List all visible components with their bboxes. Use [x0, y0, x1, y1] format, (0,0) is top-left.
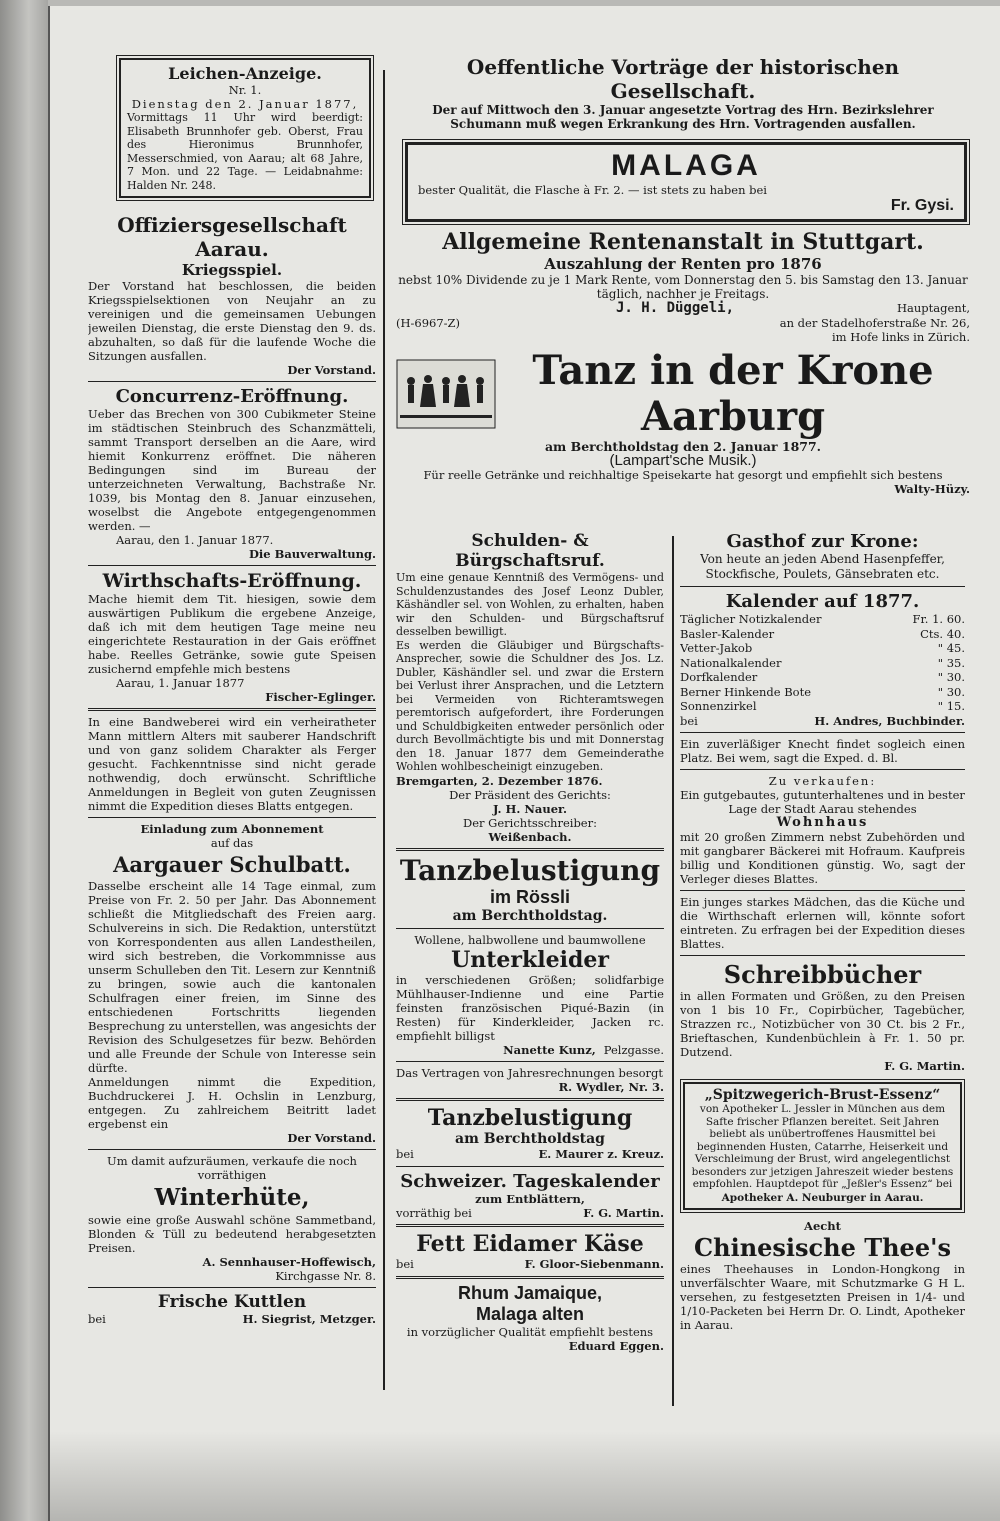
kalender-item-price: Cts. 40.: [920, 626, 965, 641]
kalender-item-name: Basler-Kalender: [680, 626, 775, 641]
kalender-item: [680, 641, 965, 656]
divider: [680, 769, 965, 770]
tageskalender-sign: F. G. Martin.: [583, 1205, 664, 1220]
rhum-sign: Eduard Eggen.: [568, 1338, 664, 1353]
tanz-maurer-sign: E. Maurer z. Kreuz.: [538, 1147, 664, 1161]
kalender-item: [680, 656, 965, 671]
gasthof-title: Gasthof zur Krone:: [726, 531, 919, 552]
tageskalender-left: vorräthig bei: [396, 1205, 472, 1220]
tanz-roessli-place: im Rössli: [489, 886, 571, 907]
verkaufen-item: Wohnhaus: [776, 815, 869, 830]
schulden-date: Bremgarten, 2. Dezember 1876.: [396, 773, 603, 788]
column-rule: [383, 70, 385, 1390]
concurrenz-date: Aarau, den 1. Januar 1877.: [116, 533, 274, 547]
renten-title: Allgemeine Rentenanstalt in Stuttgart.: [442, 229, 924, 255]
divider: [680, 732, 965, 733]
winterhuete-title: Winterhüte,: [154, 1184, 310, 1211]
schulblatt-intro2: auf das: [210, 836, 254, 850]
schulden-s2: J. H. Nauer.: [492, 801, 568, 816]
offiz-body: Der Vorstand hat beschlossen, die beiden Kriegsspielsektionen von Neujahr an zu vereinigen und die gemeinsamen Uebungen jeweilen Dienstag, die erste Dienstag den 9. ds. abzuhalten, so daß für die laufende Woche die Sitzungen ausfallen.: [88, 279, 376, 363]
wirth-title: Wirthschafts-Eröffnung.: [102, 570, 362, 592]
verkaufen-body: Ein gutgebautes, gutunterhaltenes und in bester Lage der Stadt Aarau stehendes: [680, 788, 965, 816]
malaga-ad: [402, 139, 970, 225]
wirth-date: Aarau, 1. Januar 1877: [116, 676, 245, 690]
divider: [396, 848, 664, 851]
kalender-item-name: Vetter-Jakob: [680, 641, 753, 655]
tanz-maurer-bei: bei: [396, 1147, 414, 1161]
winterhuete-addr: Kirchgasse Nr. 8.: [275, 1269, 376, 1283]
bandweber-body: In eine Bandweberei wird ein verheiratheter Mann mittlern Alters mit sauberer Handschrift und von ganz solidem Charakter als Ferger gesucht. Fachkenntnisse sind nicht gerade nothwendig, doch erwünscht. Schriftliche Anmeldungen in Begleit von guten Zeugnissen nimmt die Expedition dieses Blatts entgegen.: [88, 715, 376, 813]
kalender-item-price: " 45.: [937, 641, 965, 655]
kalender-item-price: " 35.: [937, 655, 965, 670]
renten-body: nebst 10% Dividende zu je 1 Mark Rente, vom Donnerstag den 5. bis Samstag den 13. Januar täglich, nachher je Freitags.: [398, 273, 968, 301]
renten-addr: an der Stadelhoferstraße Nr. 26,: [779, 315, 970, 330]
divider: [396, 928, 664, 929]
dancers-illustration-icon: [396, 359, 496, 429]
renten-signline: [396, 301, 970, 316]
kalender-item-price: Fr. 1. 60.: [912, 612, 965, 626]
unterkleider-signline: [396, 1043, 664, 1058]
renten-addrline: [396, 316, 970, 331]
tanz-roessli-title: Tanzbelustigung: [399, 853, 661, 887]
jahresrechnungen-sign: R. Wydler, Nr. 3.: [558, 1080, 664, 1094]
verkaufen-title: Zu verkaufen:: [768, 774, 877, 788]
schulblatt-intro: Einladung zum Abonnement: [140, 822, 324, 836]
spitzwegerich-sign: Apotheker A. Neuburger in Aarau.: [721, 1191, 924, 1204]
book-binding: [0, 0, 48, 1521]
tageskalender-title: Schweizer. Tageskalender: [400, 1170, 660, 1192]
tanz-krone-ad: [396, 348, 970, 440]
kaese-bei: bei: [396, 1257, 414, 1271]
kuttlen-title: Frische Kuttlen: [157, 1292, 307, 1312]
renten-sign: J. H. Düggeli,: [616, 300, 735, 316]
divider: [396, 1061, 664, 1062]
tanz-maurer-date: am Berchtholdstag: [455, 1131, 605, 1147]
divider: [680, 955, 965, 956]
spitzwegerich-body: von Apotheker L. Jessler in München aus dem Safte frischer Pflanzen bereitet. Seit Jahren beliebt als unübertroffenes Hausmittel bei beginnenden Husten, Catarrhe, Heiserkeit und Verschleimung der Brust, wird angelegentlichst besonders zur jetzigen Jahreszeit wieder bestens empfohlen. Hauptdepot für „Jeßler's Essenz“ bei: [691, 1103, 954, 1190]
thee-body: eines Theehauses in London-Hongkong in unverfälschter Waare, mit Schutzmarke G H L. versehen, zu festgesetzten Preisen in 1/4- und 1/10-Packeten bei Herrn Dr. O. Lindt, Apotheker in Aarau.: [680, 1261, 965, 1332]
jahresrechnungen-body: Das Vertragen von Jahresrechnungen besorgt: [396, 1066, 664, 1080]
schulblatt-body: Dasselbe erscheint alle 14 Tage einmal, zum Preise von Fr. 2. 50 per Jahr. Das Abonnement schließt die Mitgliedschaft des Freien aarg. Schulvereins in sich. Die Redaktion, unterstützt von Korrespondenten aus allen Landestheilen, wird sich bestreben, die Vorkommnisse aus unserm Schulleben den Tit. Lesern zur Kenntniß zu bringen, sowie auch die kantonalen Schulfragen einer freien, im Sinne des entschiedenen Fortschritts liegenden Besprechung zu unterstellen, was angesichts der Revision des Schulgesetzes für bezw. Behörden und alle Freunde der Schule von Interesse sein dürfte.: [88, 879, 376, 1075]
kalender-signline: [680, 714, 965, 729]
left-column: [88, 55, 376, 1400]
divider: [396, 1224, 664, 1227]
unterkleider-intro: Wollene, halbwollene und baumwollene: [414, 932, 646, 947]
kalender-item: [680, 685, 965, 700]
kalender-item: [680, 699, 965, 714]
rhum-title: Rhum Jamaique,: [457, 1282, 603, 1303]
kalender-item: [680, 612, 965, 627]
kalender-item-price: " 15.: [937, 699, 965, 713]
middle-subcolumn: [396, 531, 664, 1411]
kuttlen-sign: H. Siegrist, Metzger.: [242, 1312, 376, 1326]
kalender-item-name: Sonnenzirkel: [680, 699, 757, 713]
kuttlen-signline: [88, 1312, 376, 1327]
divider: [680, 586, 965, 587]
concurrenz-title: Concurrenz-Eröffnung.: [115, 386, 349, 407]
tanz-roessli-date: am Berchtholdstag.: [452, 907, 608, 924]
concurrenz-sign: Die Bauverwaltung.: [248, 547, 376, 561]
divider: [88, 381, 376, 382]
malaga-title: MALAGA: [611, 149, 761, 182]
unterkleider-title: Unterkleider: [451, 946, 609, 973]
divider: [88, 708, 376, 711]
schreibbuecher-body: in allen Formaten und Größen, zu den Preisen von 1 bis 10 Fr., Copirbücher, Tagebücher, Strazzen rc., Notizbücher von 30 Ct. bis 2 Fr., Brieftaschen, Kundenbüchlein à Fr. 1. 50 pr. Dutzend.: [680, 989, 965, 1059]
tanz-maurer-signline: [396, 1147, 664, 1162]
divider: [88, 817, 376, 818]
leichen-date: Dienstag den 2. Januar 1877,: [131, 97, 359, 111]
schulden-s3: Der Gerichtsschreiber:: [463, 815, 597, 830]
renten-ref: (H-6967-Z): [396, 315, 461, 330]
kalender-item-price: " 30.: [937, 684, 965, 699]
wirth-body: Mache hiemit dem Tit. hiesigen, sowie dem auswärtigen Publikum die ergebene Anzeige, daß ich mit dem heutigen Tage meine neu eingerichtete Restauration in der Gais eröffnet habe. Reelles Getränke, sowie gute Speisen zusichernd empfehle mich bestens: [88, 592, 376, 676]
thee-title: Chinesische Thee's: [694, 1232, 951, 1262]
rhum-title2: Malaga alten: [475, 1303, 585, 1324]
renten-addr2: im Hofe links in Zürich.: [831, 330, 970, 344]
maedchen-body: Ein junges starkes Mädchen, das die Küche und die Wirthschaft erlernen will, könnte sofort eintreten. Zu erfragen bei der Expedition dieses Blattes.: [680, 895, 965, 951]
kaese-sign: F. Gloor-Siebenmann.: [524, 1257, 664, 1271]
gasthof-body: Von heute an jeden Abend Hasenpfeffer, Stockfische, Poulets, Gänsebraten etc.: [700, 552, 945, 581]
kalender-item-name: Dorfkalender: [680, 670, 758, 684]
schulden-s1: Der Präsident des Gerichts:: [449, 787, 611, 802]
verkaufen-body2: mit 20 großen Zimmern nebst Zubehörden und mit gangbarer Bäckerei mit Hofraum. Kaufpreis billig und Konditionen günstig. Wo, sagt der Verleger dieses Blattes.: [680, 830, 965, 886]
kalender-list: [680, 612, 965, 714]
tanz-krone-title: Tanz in der Krone Aarburg: [532, 347, 934, 440]
kalender-item-name: Berner Hinkende Bote: [680, 684, 812, 699]
tanz-maurer-title: Tanzbelustigung: [427, 1105, 633, 1131]
renten-sign2: Hauptagent,: [897, 301, 970, 315]
leichen-anzeige: [116, 55, 374, 201]
tanz-krone-body: Für reelle Getränke und reichhaltige Speisekarte hat gesorgt und empfiehlt sich bestens: [423, 468, 943, 482]
leichen-body: Vormittags 11 Uhr wird beerdigt: Elisabeth Brunnhofer geb. Oberst, Frau des Hieronimus Brunnhofer, Messerschmied, von Aarau; alt 68 Jahre, 7 Mon. und 22 Tage. — Leidabnahme: Halden Nr. 248.: [127, 111, 363, 192]
offiz-title: Offiziersgesellschaft Aarau.: [117, 213, 347, 261]
kalender-item-price: " 30.: [937, 670, 965, 684]
divider: [88, 565, 376, 566]
kalender-item-name: Nationalkalender: [680, 655, 782, 670]
kaese-signline: [396, 1257, 664, 1272]
tageskalender-sub: zum Entblättern,: [475, 1191, 585, 1206]
schulden-title: Schulden- & Bürgschaftsruf.: [455, 531, 605, 571]
leichen-title: Leichen-Anzeige.: [168, 64, 322, 83]
kalender-title: Kalender auf 1877.: [725, 591, 920, 612]
vortraege-body: Der auf Mittwoch den 3. Januar angesetzte Vortrag des Hrn. Bezirkslehrer Schumann muß wegen Erkrankung des Hrn. Vortragenden ausfallen.: [432, 103, 934, 131]
kalender-item: [680, 670, 965, 685]
tageskalender-signline: [396, 1206, 664, 1221]
tanz-krone-music: (Lampart'sche Musik.): [609, 452, 757, 469]
winterhuete-intro: Um damit aufzuräumen, verkaufe die noch vorräthigen: [107, 1154, 357, 1182]
divider: [680, 890, 965, 891]
right-subcolumn: [680, 531, 965, 1411]
schreibbuecher-title: Schreibbücher: [723, 960, 922, 989]
offiz-sign: Der Vorstand.: [287, 363, 376, 377]
schulblatt-body2: Anmeldungen nimmt die Expedition, Buchdruckerei J. H. Ochslin in Lenzburg, entgegen. Zu zahlreichem Beitritt ladet ergebenst ein: [88, 1075, 376, 1131]
winterhuete-sign: A. Sennhauser-Hoffewisch,: [202, 1255, 376, 1269]
rhum-body: in vorzüglicher Qualität empfiehlt bestens: [406, 1324, 654, 1339]
vortraege-title: Oeffentliche Vorträge der historischen Gesellschaft.: [466, 55, 900, 103]
divider: [396, 1276, 664, 1279]
kalender-sign: H. Andres, Buchbinder.: [814, 713, 965, 728]
kalender-bei: bei: [680, 713, 698, 728]
unterkleider-sign: Nanette Kunz,: [503, 1042, 596, 1057]
winterhuete-body: sowie eine große Auswahl schöne Sammetband, Blonden & Tüll zu bedeutend herabgesetzten Preisen.: [88, 1213, 376, 1255]
schulblatt-title: Aargauer Schulbatt.: [113, 852, 351, 877]
kalender-item-name: Täglicher Notizkalender: [680, 612, 822, 626]
divider: [88, 1287, 376, 1288]
leichen-nr: Nr. 1.: [228, 83, 262, 97]
kaese-title: Fett Eidamer Käse: [416, 1231, 644, 1257]
right-column: [396, 55, 970, 530]
schulden-s4: Weißenbach.: [488, 829, 572, 844]
malaga-sign: Fr. Gysi.: [890, 197, 954, 214]
kalender-item: [680, 627, 965, 642]
wirth-sign: Fischer-Eglinger.: [265, 690, 376, 704]
renten-sub: Auszahlung der Renten pro 1876: [544, 255, 822, 273]
kuttlen-bei: bei: [88, 1312, 106, 1326]
divider: [396, 1098, 664, 1101]
unterkleider-body: in verschiedenen Größen; solidfarbige Mühlhauser-Indienne und eine Partie feinsten französischen Piqué-Bazin (in Resten) für Kinderkleider, Jacken rc. empfiehlt billigst: [396, 972, 664, 1043]
tanz-krone-sign: Walty-Hüzy.: [894, 482, 970, 496]
divider: [88, 1149, 376, 1150]
concurrenz-body: Ueber das Brechen von 300 Cubikmeter Steine im städtischen Steinbruch des Schanzmätteli, sammt Transport derselben an die Aare, wird hiemit Konkurrenz eröffnet. Die näheren Bedingungen sind im Bureau der unterzeichneten Verwaltung, Bachstraße Nr. 1039, bis Montag den 8. Januar einzusehen, woselbst die Angebote entgegengenommen werden. —: [88, 407, 376, 533]
knecht-body: Ein zuverläßiger Knecht findet sogleich einen Platz. Bei wem, sagt die Exped. d. Bl.: [680, 737, 965, 765]
schulden-body2: Es werden die Gläubiger und Bürgschafts-Ansprecher, sowie die Schuldner des Jos. Lz. Dubler, Käshändler sel. und zwar die Erstern bei Verlust ihrer Ansprachen, und die Letztern bei Vermeiden von Richteramtswegen peremtorisch aufgefordert, ihre Forderungen und Schuldbigkeiten entweder persönlich oder durch Bevollmächtigte bis und mit Donnerstag den 18. Januar 1877 dem Gemeinderathe Wohlen wohlbescheinigt einzugeben.: [396, 638, 664, 773]
schulblatt-sign: Der Vorstand.: [287, 1131, 376, 1145]
spitzwegerich-title: „Spitzwegerich-Brust-Essenz“: [704, 1087, 941, 1103]
divider: [396, 1166, 664, 1167]
schulden-body: Um eine genaue Kenntniß des Vermögens- und Schuldenzustandes des Josef Leonz Dubler, Käshändler sel. von Wohlen, zu erhalten, haben wir den Schulden- und Bürgschaftsruf desselben bewilligt.: [396, 571, 664, 638]
thee-intro: Aecht: [804, 1218, 841, 1233]
subcolumn-rule: [672, 536, 674, 1406]
unterkleider-sign2: Pelzgasse.: [603, 1042, 664, 1057]
tanz-krone-date: am Berchtholdstag den 2. Januar 1877.: [544, 439, 822, 454]
spitzwegerich-ad: [680, 1079, 965, 1213]
offiz-sub: Kriegsspiel.: [181, 261, 283, 279]
schreibbuecher-sign: F. G. Martin.: [884, 1059, 965, 1073]
malaga-body: bester Qualität, die Flasche à Fr. 2. — ist stets zu haben bei: [418, 183, 767, 197]
